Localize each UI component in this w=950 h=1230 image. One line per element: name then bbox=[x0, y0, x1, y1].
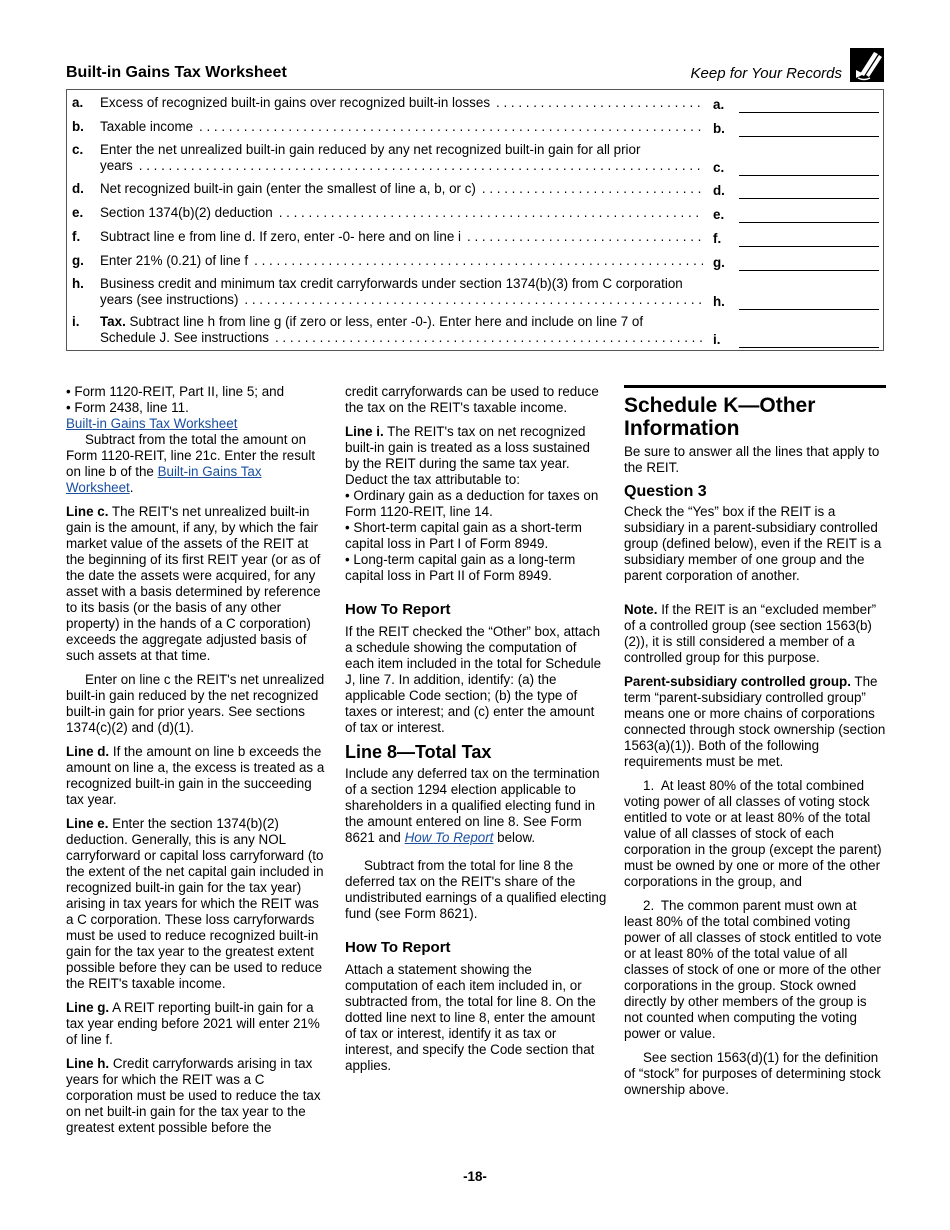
line-letter: h. bbox=[72, 276, 84, 291]
line-letter: g. bbox=[72, 253, 84, 268]
line-text: Subtract line h from line g (if zero or less, enter -0-). Enter here and include on line 7 of bbox=[125, 314, 644, 329]
paragraph-line-h: Line h. Credit carryforwards arising in tax years for which the REIT was a C corporation must be used to reduce the tax on net built-in gain for the tax year to the greatest extent possible before the bbox=[66, 1056, 321, 1135]
section-heading: How To Report bbox=[345, 601, 451, 618]
paragraph-line-i: Line i. The REIT's tax on net recognized built-in gain is treated as a loss sustained by the REIT during the same tax year. Deduct the tax attributable to: bbox=[345, 424, 590, 487]
paragraph: See section 1563(d)(1) for the definition of “stock” for purposes of determining stock ownership above. bbox=[624, 1050, 881, 1097]
amount-field-f[interactable] bbox=[739, 246, 879, 247]
line-text-cont: years bbox=[100, 158, 133, 173]
line-text-cont: years (see instructions) bbox=[100, 292, 239, 307]
keep-records-note: Keep for Your Records bbox=[690, 65, 842, 82]
line-letter: i. bbox=[72, 314, 80, 329]
records-pencil-icon bbox=[850, 48, 884, 82]
line-letter: b. bbox=[72, 119, 84, 134]
line-ref: g. bbox=[713, 255, 725, 270]
paragraph-parent-subsidiary: Parent-subsidiary controlled group. The term “parent-subsidiary controlled group” means one or more chains of corporations connected through stock ownership (section 1563(a)(1)). Both of the following requirements must be met. bbox=[624, 674, 886, 769]
bullet-item: • Form 1120-REIT, Part II, line 5; and bbox=[66, 384, 328, 400]
line-ref: d. bbox=[713, 183, 725, 198]
line-letter: e. bbox=[72, 205, 84, 220]
amount-field-e[interactable] bbox=[739, 222, 879, 223]
amount-field-c[interactable] bbox=[739, 175, 879, 176]
paragraph: credit carryforwards can be used to reduce the tax on the REIT's taxable income. bbox=[345, 384, 599, 415]
line-ref: a. bbox=[713, 97, 725, 112]
paragraph: Check the “Yes” box if the REIT is a subsidiary in a parent-subsidiary controlled group (defined below), even if the REIT is a subsidiary member of one group and the parent corporation of another. bbox=[624, 504, 882, 583]
line-text: Excess of recognized built-in gains over recognized built-in losses bbox=[100, 95, 491, 110]
line-text: Net recognized built-in gain (enter the smallest of line a, b, or c) bbox=[100, 181, 476, 196]
line-ref: f. bbox=[713, 231, 722, 246]
line-ref: c. bbox=[713, 160, 725, 175]
line-text: Section 1374(b)(2) deduction bbox=[100, 205, 273, 220]
line-text: Enter 21% (0.21) of line f bbox=[100, 253, 249, 268]
line-letter: c. bbox=[72, 142, 84, 157]
line-letter: d. bbox=[72, 181, 84, 196]
line-text: Business credit and minimum tax credit carryforwards under section 1374(b)(3) from C corporation bbox=[100, 276, 683, 291]
bullet-item: • Form 2438, line 11. bbox=[66, 400, 328, 416]
bullet-item: • Long-term capital gain as a long-term capital loss in Part II of Form 8949. bbox=[345, 552, 607, 584]
worksheet-link[interactable]: Built-in Gains Tax Worksheet bbox=[66, 416, 238, 431]
note-paragraph: Note. If the REIT is an “excluded member” of a controlled group (see section 1563(b)(2)), it is still considered a member of a controlled group for this purpose. bbox=[624, 602, 877, 665]
bullet-item: • Ordinary gain as a deduction for taxes on Form 1120-REIT, line 14. bbox=[345, 488, 607, 520]
paragraph: Attach a statement showing the computation of each item included in, or subtracted from, the total for line 8. On the dotted line next to line 8, enter the amount of tax or interest, identify it as tax or interest, and specify the Code section that applies. bbox=[345, 962, 596, 1073]
column-3 bbox=[624, 385, 886, 1106]
line-text: Enter the net unrealized built-in gain reduced by any net recognized built-in gain for all prior bbox=[100, 142, 641, 157]
paragraph: Include any deferred tax on the termination of a section 1294 election applicable to shareholders in a qualified electing fund in the amount entered on line 8. See Form 8621 and How To Report below. bbox=[345, 766, 600, 845]
bullet-item: • Short-term capital gain as a short-term capital loss in Part I of Form 8949. bbox=[345, 520, 607, 552]
worksheet-link-inline[interactable]: Built-in Gains Tax Worksheet bbox=[66, 464, 262, 495]
line-ref: b. bbox=[713, 121, 725, 136]
section-heading-line8: Line 8—Total Tax bbox=[345, 742, 492, 762]
section-heading: How To Report bbox=[345, 939, 451, 956]
amount-field-a[interactable] bbox=[739, 112, 879, 113]
column-2 bbox=[345, 384, 607, 1082]
paragraph: If the REIT checked the “Other” box, attach a schedule showing the computation of each item included in the total for Schedule J, line 7. In addition, identify: (a) the applicable Code section; (b) the type of taxes or interest; and (c) enter the amount of tax or interest. bbox=[345, 624, 602, 735]
amount-field-b[interactable] bbox=[739, 136, 879, 137]
amount-field-d[interactable] bbox=[739, 198, 879, 199]
line-text: Subtract line e from line d. If zero, enter -0- here and on line i bbox=[100, 229, 461, 244]
requirement-2: 2. The common parent must own at least 80% of the total combined voting power of all classes of stock entitled to vote or at least 80% of the total value of all classes of stock of one or more of the other corporations in the group. Stock owned directly by other members of the group is not counted when computing the voting power or value. bbox=[624, 898, 882, 1041]
line-ref: e. bbox=[713, 207, 725, 222]
paragraph: Subtract from the total for line 8 the deferred tax on the REIT's share of the undistributed earnings of a qualified electing fund (see Form 8621). bbox=[345, 858, 607, 921]
line-letter: a. bbox=[72, 95, 84, 110]
worksheet-title: Built-in Gains Tax Worksheet bbox=[66, 64, 287, 81]
line-text: Taxable income bbox=[100, 119, 194, 134]
column-1 bbox=[66, 384, 328, 1144]
paragraph-line-d: Line d. If the amount on line b exceeds the amount on line a, the excess is treated as a recognized built-in gain in the succeeding tax year. bbox=[66, 744, 325, 807]
paragraph-line-g: Line g. A REIT reporting built-in gain for a tax year ending before 2021 will enter 21% of line f. bbox=[66, 1000, 320, 1047]
line-ref: h. bbox=[713, 294, 725, 309]
amount-field-h[interactable] bbox=[739, 309, 879, 310]
requirement-1: 1. At least 80% of the total combined voting power of all classes of voting stock entitled to vote or at least 80% of the total value of all classes of stock of each corporation in the group (except the parent) must be owned by one or more of the other corporations in the group, and bbox=[624, 778, 882, 889]
paragraph-line-e: Line e. Enter the section 1374(b)(2) deduction. Generally, this is any NOL carryforward or capital loss carryforward (to the extent of the net capital gain included in recognized built-in gain for the tax year) arising in tax years for which the REIT was a C corporation. These loss carryforwards must be used to reduce recognized built-in gain for the tax year to the greatest extent possible before they can be used to reduce the REIT's taxable income. bbox=[66, 816, 324, 991]
page-number: -18- bbox=[463, 1169, 487, 1184]
section-rule bbox=[624, 385, 886, 440]
line-ref: i. bbox=[713, 332, 721, 347]
amount-field-i[interactable] bbox=[739, 347, 879, 348]
question-3-heading: Question 3 bbox=[624, 483, 707, 500]
paragraph: Enter on line c the REIT's net unrealized built-in gain reduced by the net recognized built-in gain for prior years. See sections 1374(c)(2) and (d)(1). bbox=[66, 672, 325, 735]
worksheet-table bbox=[66, 89, 884, 351]
tax-label: Tax. bbox=[100, 314, 126, 329]
how-to-report-link[interactable]: How To Report bbox=[404, 830, 494, 845]
paragraph-line-c: Line c. The REIT's net unrealized built-in gain is the amount, if any, by which the fair market value of the assets of the REIT at the beginning of its first REIT year (or as of the date the assets were acquired, for any asset with a basis determined by reference to its basis (or the basis of any other property) in the hands of a C corporation) exceeds the aggregate adjusted basis of such assets at that time. bbox=[66, 504, 321, 663]
paragraph: Subtract from the total the amount on Form 1120-REIT, line 21c. Enter the result on line b of the Built-in Gains Tax Worksheet. bbox=[66, 432, 316, 495]
line-letter: f. bbox=[72, 229, 81, 244]
line-text-cont: Schedule J. See instructions bbox=[100, 330, 269, 345]
schedule-k-title: Schedule K—Other Information bbox=[624, 394, 816, 440]
worksheet-header bbox=[66, 48, 884, 82]
amount-field-g[interactable] bbox=[739, 270, 879, 271]
paragraph: Be sure to answer all the lines that apply to the REIT. bbox=[624, 444, 880, 475]
